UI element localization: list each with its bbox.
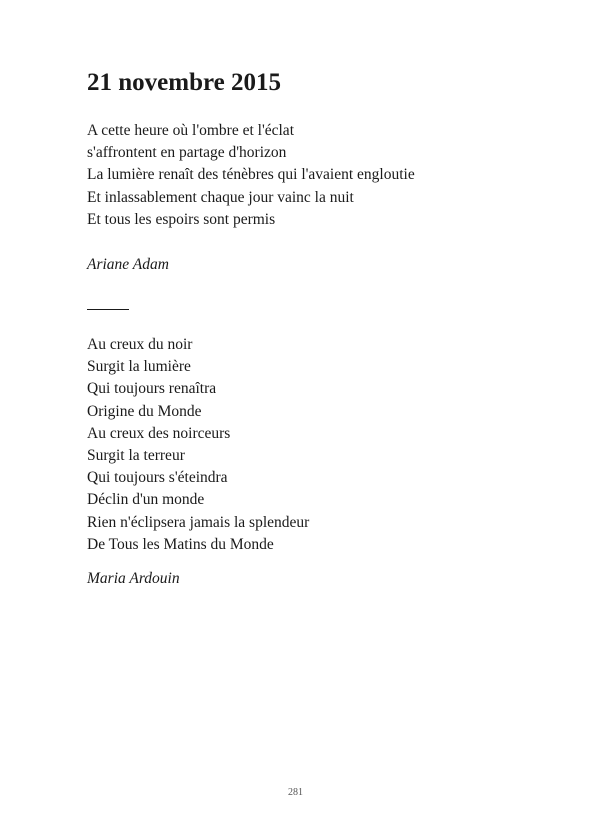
page-number: 281 (288, 787, 303, 798)
poem-line: Au creux du noir (87, 336, 193, 353)
poem-stanza-2 (87, 334, 309, 556)
poem-line: Et inlassablement chaque jour vainc la nuit (87, 188, 354, 206)
poem-line: s'affrontent en partage d'horizon (87, 144, 287, 162)
section-separator (87, 309, 129, 310)
poem-line: Et tous les espoirs sont permis (87, 210, 276, 228)
poem-line: Au creux des noirceurs (87, 424, 231, 442)
poem-line: Qui toujours s'éteindra (87, 469, 228, 487)
poem-line: Surgit la terreur (87, 447, 185, 465)
poem-line: Déclin d'un monde (87, 491, 205, 509)
page-title: 21 novembre 2015 (87, 69, 281, 96)
poem-line: Qui toujours renaîtra (87, 380, 217, 398)
poem-stanza-1 (87, 120, 415, 231)
poem-line: De Tous les Matins du Monde (87, 535, 274, 553)
poem-line: Origine du Monde (87, 402, 202, 420)
poem-line: Surgit la lumière (87, 358, 191, 376)
poem-author-2: Maria Ardouin (87, 570, 180, 587)
poem-author-1: Ariane Adam (87, 256, 169, 273)
poem-line: Rien n'éclipsera jamais la splendeur (87, 513, 310, 531)
poem-line: A cette heure où l'ombre et l'éclat (87, 122, 294, 139)
poem-line: La lumière renaît des ténèbres qui l'avaient engloutie (87, 166, 415, 184)
